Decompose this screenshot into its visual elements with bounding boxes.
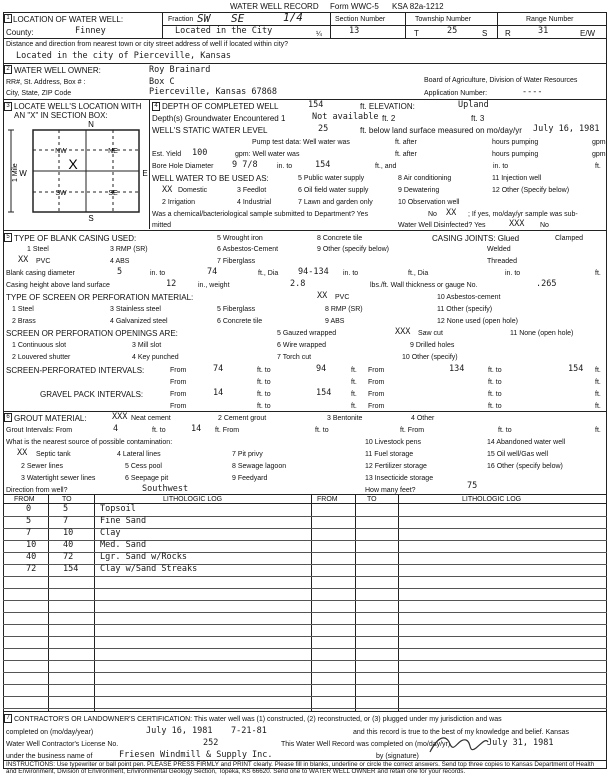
section-5-badge: 5 — [4, 233, 12, 242]
static-level-label: WELL'S STATIC WATER LEVEL — [152, 126, 268, 135]
groundwater-value: Not available — [312, 112, 379, 122]
range-r: R — [505, 29, 511, 38]
use-feedlot: 3 Feedlot — [237, 187, 267, 194]
form-number: Form WWC-5 — [330, 2, 379, 11]
grav1-from-label: From — [170, 391, 187, 398]
log-litho-cell: Topsoil — [100, 504, 136, 514]
open-louvered: 2 Louvered shutter — [12, 354, 71, 361]
direction-value: Southwest — [142, 484, 189, 494]
quarter-mark: ¼ — [316, 31, 322, 38]
static-level-value: 25 — [318, 124, 329, 134]
casing-pvc-mark: XX — [18, 255, 29, 265]
diameter2-ft-dia: ft., Dia — [408, 270, 429, 277]
business-label: under the business name of — [6, 753, 93, 760]
yield-hours: hours pumping — [492, 151, 539, 158]
joints-label: CASING JOINTS: Glued — [432, 234, 520, 243]
grout-to: 14 — [191, 424, 202, 434]
locate-label-2: AN "X" IN SECTION BOX: — [14, 111, 108, 120]
screen-pvc: PVC — [335, 294, 350, 301]
chem-rest: ; If yes, mo/day/yr sample was sub- — [468, 211, 578, 218]
casing-steel: 1 Steel — [27, 246, 49, 253]
open-continuous: 1 Continuous slot — [12, 342, 67, 349]
log2-litho-header: LITHOLOGIC LOG — [462, 496, 522, 503]
depth-label: DEPTH OF COMPLETED WELL — [162, 102, 279, 111]
log-to-cell: 72 — [63, 552, 74, 562]
grav4-from-label: From — [368, 403, 385, 410]
height-label: Casing height above land surface — [6, 282, 110, 289]
record-completed-date: July 31, 1981 — [487, 738, 554, 748]
groundwater-ft3: ft. 3 — [471, 114, 485, 123]
perf1-from: 74 — [213, 364, 224, 374]
locate-label-1: LOCATE WELL'S LOCATION WITH — [14, 102, 142, 111]
log-litho-cell: Fine Sand — [100, 516, 147, 526]
contam-seepage: 6 Seepage pit — [125, 475, 169, 482]
section-1-badge: 1 — [4, 14, 12, 23]
quad-ne: NE — [108, 148, 118, 155]
chem-label: Was a chemical/bacteriological sample submitted to Department? Yes — [152, 211, 369, 218]
address-label: RR#, St. Address, Box # : — [6, 79, 86, 86]
form-title: WATER WELL RECORD — [230, 2, 319, 11]
bore-depth: 154 — [315, 160, 331, 170]
perf-intervals-label: SCREEN-PERFORATED INTERVALS: — [6, 366, 145, 375]
disinfect-yes-mark: XXX — [509, 219, 525, 229]
perf4-ft: ft. — [595, 379, 601, 386]
bore-in-to: in. to — [493, 163, 509, 170]
groundwater-ft2: ft. 2 — [382, 114, 396, 123]
contam-oilgas: 15 Oil well/Gas well — [487, 451, 549, 458]
gravel-label: GRAVEL PACK INTERVALS: — [40, 390, 144, 399]
joints-threaded: Threaded — [487, 258, 517, 265]
log-litho-cell: Clay w/Sand Streaks — [100, 564, 198, 574]
range-value: 31 — [538, 26, 549, 36]
contam-abandoned: 14 Abandoned water well — [487, 439, 566, 446]
open-wire: 6 Wire wrapped — [277, 342, 327, 349]
grav2-from-label: From — [368, 391, 385, 398]
log-from-cell: 40 — [26, 552, 37, 562]
open-gauzed: 5 Gauzed wrapped — [277, 330, 337, 337]
use-injection: 11 Injection well — [492, 175, 542, 182]
compass-w: W — [19, 169, 27, 178]
grout-other: 4 Other — [411, 415, 435, 422]
business-value: Friesen Windmill & Supply Inc. — [119, 750, 273, 760]
grout-mark: XXX — [112, 412, 128, 422]
cert-text: CONTRACTOR'S OR LANDOWNER'S CERTIFICATION: This water well was (1) constructed, (2) reconstructed, or (3) plugged under my jurisdiction and was — [14, 716, 502, 723]
grav4-ft-to: ft. to — [488, 403, 502, 410]
open-mill: 3 Mill slot — [132, 342, 162, 349]
completed-value-2: 7-21-81 — [231, 726, 267, 736]
grav1-from: 14 — [213, 388, 224, 398]
open-drilled: 9 Drilled holes — [410, 342, 455, 349]
perf4-ft-to: ft. to — [488, 379, 502, 386]
frame-top — [3, 12, 607, 13]
diameter3-in-to: in. to — [505, 270, 521, 277]
screen-steel: 1 Steel — [12, 306, 34, 313]
contam-fertilizer: 12 Fertilizer storage — [365, 463, 427, 470]
section-3-badge: 3 — [4, 102, 12, 111]
fraction-located: Located in the City — [175, 26, 273, 36]
grout3-ft: ft. — [595, 427, 601, 434]
screen-brass: 2 Brass — [12, 318, 36, 325]
section-number-label: Section Number — [335, 16, 386, 23]
perf3-ft-to: ft. to — [257, 379, 271, 386]
diameter-to-value: 74 — [207, 267, 218, 277]
use-domestic-mark: XX — [162, 185, 173, 195]
screen-stainless: 3 Stainless steel — [110, 306, 161, 313]
log-litho-header: LITHOLOGIC LOG — [163, 496, 223, 503]
contam-fuel: 11 Fuel storage — [365, 451, 414, 458]
fraction-q1: SW — [197, 12, 211, 25]
record-true-text: and this record is true to the best of my knowledge and belief. Kansas — [353, 729, 569, 736]
compass-s: S — [88, 214, 94, 223]
section-6-badge: 6 — [4, 413, 12, 422]
bore-and: ft., and — [375, 163, 397, 170]
casing-fiberglass: 7 Fiberglass — [217, 258, 256, 265]
grav1-to: 154 — [316, 388, 332, 398]
contam-watertight: 3 Watertight sewer lines — [21, 475, 96, 482]
use-public: 5 Public water supply — [298, 175, 365, 182]
screen-label: TYPE OF SCREEN OR PERFORATION MATERIAL: — [6, 293, 194, 302]
owner-label: WATER WELL OWNER: — [14, 66, 101, 75]
log2-from-header: FROM — [317, 496, 338, 503]
weight-lbs: lbs./ft. Wall thickness or gauge No. — [370, 282, 478, 289]
township-s: S — [482, 29, 488, 38]
gauge-value: .265 — [536, 279, 557, 289]
contam-sewer: 2 Sewer lines — [21, 463, 64, 470]
height-value: 12 — [166, 279, 177, 289]
diameter3-ft: ft. — [595, 270, 601, 277]
static-level-date: July 16, 1981 — [533, 124, 600, 134]
use-dewatering: 9 Dewatering — [398, 187, 440, 194]
distance-label: Distance and direction from nearest town or city street address of well if located within city? — [6, 41, 289, 48]
joints-clamped: Clamped — [555, 235, 584, 242]
contam-feedyard: 9 Feedyard — [232, 475, 268, 482]
ksa-number: KSA 82a-1212 — [392, 2, 444, 11]
range-ew: E/W — [580, 29, 596, 38]
grav3-ft-to: ft. to — [257, 403, 271, 410]
grout-label: GROUT MATERIAL: — [14, 414, 87, 423]
completed-label: completed on (mo/day/year) — [6, 729, 94, 736]
log-from-cell: 5 — [26, 516, 32, 526]
fraction-q2: SE — [231, 12, 245, 25]
signature-scrawl — [428, 730, 490, 760]
use-domestic: Domestic — [178, 187, 208, 194]
screen-asbestos: 10 Asbestos-cement — [437, 294, 501, 301]
casing-other: 9 Other (specify below) — [317, 246, 389, 253]
contam-septic-mark: XX — [17, 448, 28, 458]
perf2-from-label: From — [368, 367, 385, 374]
perf3-from-label: From — [170, 379, 187, 386]
city-label: City, State, ZIP Code — [6, 90, 72, 97]
grav2-ft-to: ft. to — [488, 391, 502, 398]
section-box-diagram — [5, 118, 148, 226]
casing-wrought: 5 Wrought iron — [217, 235, 263, 242]
log-from-cell: 10 — [26, 540, 37, 550]
grout2-ft-from: ft. From — [400, 427, 425, 434]
yield-label: Est. Yield — [152, 151, 182, 158]
direction-label: Direction from well? — [6, 487, 68, 494]
log-to-cell: 154 — [63, 564, 79, 574]
use-irrigation: 2 Irrigation — [162, 199, 196, 206]
completed-value: July 16, 1981 — [146, 726, 213, 736]
application-value: ---- — [522, 87, 543, 97]
grout-ft-to: ft. to — [152, 427, 166, 434]
log-litho-cell: Lgr. Sand w/Rocks — [100, 552, 187, 562]
diameter-in-to: in. to — [150, 270, 166, 277]
casing-rmp: 3 RMP (SR) — [110, 246, 148, 253]
grout-from: 4 — [113, 424, 119, 434]
howmany-value: 75 — [467, 481, 478, 491]
log-from-header: FROM — [14, 496, 35, 503]
static-level-rest: ft. below land surface measured on mo/day/yr — [360, 126, 522, 135]
frame-right — [606, 12, 607, 768]
license-label: Water Well Contractor's License No. — [6, 741, 119, 748]
contam-septic: Septic tank — [36, 451, 71, 458]
use-observation: 10 Observation well — [398, 199, 460, 206]
perf1-to: 94 — [316, 364, 327, 374]
address-value: Box C — [149, 77, 175, 87]
height-rest: in., weight — [198, 282, 230, 289]
perf1-ft-to: ft. to — [257, 367, 271, 374]
contam-other: 16 Other (specify below) — [487, 463, 563, 470]
diameter-ft-dia: ft., Dia — [258, 270, 279, 277]
log-litho-cell: Clay — [100, 528, 121, 538]
chem-no-label: No — [428, 211, 437, 218]
grav3-ft: ft. — [351, 403, 357, 410]
contam-lateral: 4 Lateral lines — [117, 451, 161, 458]
grout-bentonite: 3 Bentonite — [327, 415, 363, 422]
elevation-label: ft. ELEVATION: — [360, 102, 415, 111]
compass-n: N — [88, 120, 94, 129]
use-lawn: 7 Lawn and garden only — [298, 199, 373, 206]
application-label: Application Number: — [424, 90, 488, 97]
bore-ft: ft. — [595, 163, 601, 170]
bore-label: Bore Hole Diameter — [152, 163, 214, 170]
county-label: County: — [6, 28, 34, 37]
contam-label: What is the nearest source of possible contamination: — [6, 439, 173, 446]
diameter2-value: 94-134 — [298, 267, 329, 277]
log-to-cell: 5 — [63, 504, 69, 514]
county-value: Finney — [75, 26, 106, 36]
contam-cess: 5 Cess pool — [125, 463, 162, 470]
use-label: WELL WATER TO BE USED AS: — [152, 174, 269, 183]
screen-concrete: 6 Concrete tile — [217, 318, 263, 325]
groundwater-label: Depth(s) Groundwater Encountered 1 — [152, 114, 286, 123]
contam-lagoon: 8 Sewage lagoon — [232, 463, 287, 470]
howmany-label: How many feet? — [365, 487, 416, 494]
pump-hours: hours pumping — [492, 139, 539, 146]
chem-no-mark: XX — [446, 208, 457, 218]
grav3-from-label: From — [170, 403, 187, 410]
open-sawcut: Saw cut — [418, 330, 443, 337]
bore-to: in. to — [277, 163, 293, 170]
casing-pvc: PVC — [36, 258, 51, 265]
diameter-value: 5 — [117, 267, 123, 277]
weight-value: 2.8 — [290, 279, 306, 289]
openings-label: SCREEN OR PERFORATION OPENINGS ARE: — [6, 329, 178, 338]
casing-abs: 4 ABS — [110, 258, 130, 265]
distance-value: Located in the city of Pierceville, Kansas — [16, 51, 231, 61]
diameter-label: Blank casing diameter — [6, 270, 75, 277]
depth-value: 154 — [308, 100, 324, 110]
quad-sw: SW — [55, 190, 67, 197]
quad-nw: NW — [55, 148, 67, 155]
open-other: 10 Other (specify) — [402, 354, 458, 361]
open-torch: 7 Torch cut — [277, 354, 312, 361]
yield-value: 100 — [192, 148, 208, 158]
township-label: Township Number — [415, 16, 472, 23]
disinfect-label: Water Well Disinfected? Yes — [398, 222, 486, 229]
perf1-ft: ft. — [351, 367, 357, 374]
log-to-cell: 10 — [63, 528, 74, 538]
open-sawcut-mark: XXX — [395, 327, 411, 337]
township-value: 25 — [447, 26, 458, 36]
license-value: 252 — [203, 738, 219, 748]
well-location-mark: X — [68, 156, 78, 172]
grout2-ft-to: ft. to — [315, 427, 329, 434]
grout3-ft-to: ft. to — [498, 427, 512, 434]
chem-mitted: mitted — [152, 222, 172, 229]
grout-neat: Neat cement — [131, 415, 171, 422]
contam-pit: 7 Pit privy — [232, 451, 263, 458]
city-value: Pierceville, Kansas 67868 — [149, 87, 277, 97]
open-key: 4 Key punched — [132, 354, 179, 361]
board-label: Board of Agriculture, Division of Water Resources — [424, 77, 578, 84]
yield-gpm: gpm — [592, 151, 606, 158]
location-label: LOCATION OF WATER WELL: — [13, 15, 124, 24]
fraction-label: Fraction — [168, 16, 194, 23]
section-7-badge: 7 — [4, 714, 12, 723]
grout-cement: 2 Cement grout — [218, 415, 267, 422]
use-industrial: 4 Industrial — [237, 199, 272, 206]
screen-other: 11 Other (specify) — [437, 306, 493, 313]
grav4-ft: ft. — [595, 403, 601, 410]
yield-after: ft. after — [395, 151, 417, 158]
section-number-value: 13 — [349, 26, 360, 36]
perf4-from-label: From — [368, 379, 385, 386]
casing-asbestos: 6 Asbestos-Cement — [217, 246, 279, 253]
log-to-cell: 40 — [63, 540, 74, 550]
log-from-cell: 72 — [26, 564, 37, 574]
perf2-ft: ft. — [595, 367, 601, 374]
perf2-from: 134 — [449, 364, 465, 374]
use-oilfield: 6 Oil field water supply — [298, 187, 369, 194]
perf2-to: 154 — [568, 364, 584, 374]
mile-label: 1 Mile — [12, 163, 19, 182]
frame-left — [3, 12, 4, 768]
yield-rest: gpm: Well water was — [235, 151, 300, 158]
joints-welded: Welded — [487, 246, 511, 253]
diameter2-in-to: in. to — [343, 270, 359, 277]
screen-none: 12 None used (open hole) — [437, 318, 518, 325]
record-completed-label: This Water Well Record was completed on (mo/day/yr) — [281, 741, 451, 748]
disinfect-no: No — [540, 222, 549, 229]
elevation-value: Upland — [458, 100, 489, 110]
use-aircond: 8 Air conditioning — [398, 175, 452, 182]
instructions: INSTRUCTIONS: Use typewriter or ball point pen. PLEASE PRESS FIRMLY and PRINT clearly. Please fill in blanks, underline or circle the correct answers. Send top three copies to Kansas Department of Health and Environment, Division of Environment, Environmental Geology Section, Topeka, KS 66620. Send one to WATER WELL OWNER and retain one for your records. — [6, 761, 595, 775]
grav2-ft: ft. — [595, 391, 601, 398]
section-4-badge: 4 — [152, 102, 160, 111]
owner-value: Roy Brainard — [149, 65, 211, 75]
log-from-cell: 7 — [26, 528, 32, 538]
casing-label: TYPE OF BLANK CASING USED: — [14, 234, 137, 243]
screen-rmp: 8 RMP (SR) — [325, 306, 363, 313]
perf1-from-label: From — [170, 367, 187, 374]
pump-after: ft. after — [395, 139, 417, 146]
open-none: 11 None (open hole) — [510, 330, 574, 337]
contam-insecticide: 13 Insecticide storage — [365, 475, 434, 482]
section-2-badge: 2 — [4, 65, 12, 74]
screen-fiberglass: 5 Fiberglass — [217, 306, 256, 313]
grav1-ft-to: ft. to — [257, 391, 271, 398]
bore-value: 9 7/8 — [232, 160, 258, 170]
contam-livestock: 10 Livestock pens — [365, 439, 422, 446]
log-from-cell: 0 — [26, 504, 32, 514]
log-to-header: TO — [62, 496, 72, 503]
log-to-cell: 7 — [63, 516, 69, 526]
fraction-q3: 1/4 — [283, 11, 303, 24]
log-litho-cell: Med. Sand — [100, 540, 147, 550]
grout-intervals-label: Grout Intervals: From — [6, 427, 73, 434]
grav1-ft: ft. — [351, 391, 357, 398]
signature-label: by (signature) — [376, 753, 419, 760]
grout-ft-from: ft. From — [215, 427, 240, 434]
perf3-ft: ft. — [351, 379, 357, 386]
compass-e: E — [142, 169, 148, 178]
use-other: 12 Other (Specify below) — [492, 187, 570, 194]
range-label: Range Number — [526, 16, 574, 23]
perf2-ft-to: ft. to — [488, 367, 502, 374]
screen-pvc-mark: XX — [317, 291, 328, 301]
pump-test-label: Pump test data: Well water was — [252, 139, 350, 146]
pump-gpm: gpm — [592, 139, 606, 146]
screen-abs: 9 ABS — [325, 318, 345, 325]
quad-se: SE — [108, 190, 118, 197]
township-t: T — [414, 29, 419, 38]
screen-galvanized: 4 Galvanized steel — [110, 318, 168, 325]
log2-to-header: TO — [367, 496, 377, 503]
casing-concrete: 8 Concrete tile — [317, 235, 363, 242]
